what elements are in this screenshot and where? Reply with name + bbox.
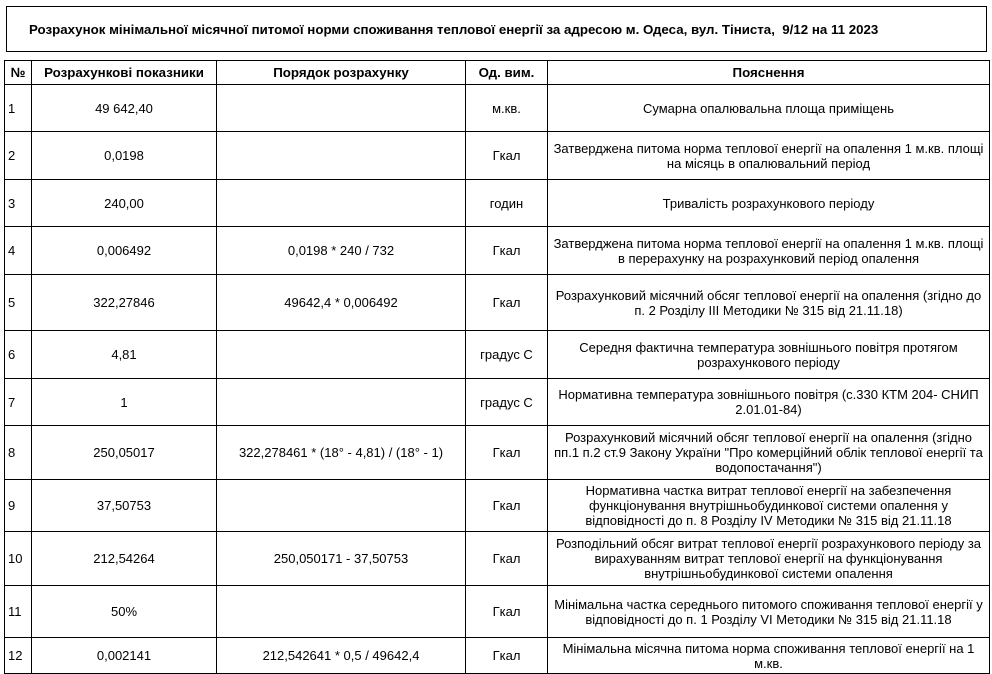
row-unit: Гкал xyxy=(466,132,548,180)
row-number: 7 xyxy=(5,379,32,426)
row-value: 0,006492 xyxy=(32,227,217,275)
row-explanation: Мінімальна частка середнього питомого споживання теплової енергії у відповідності до п. 1 Розділу VI Методики № 315 від 21.11.18 xyxy=(548,586,990,638)
row-value: 212,54264 xyxy=(32,532,217,586)
header-unit: Од. вим. xyxy=(466,61,548,85)
table-row xyxy=(5,532,990,586)
row-value: 322,27846 xyxy=(32,275,217,331)
row-explanation: Розподільний обсяг витрат теплової енергії розрахункового періоду за вирахуванням витрат теплової енергії на функціонування внутрішньобудинкової системи опалення xyxy=(548,532,990,586)
table-row xyxy=(5,132,990,180)
row-unit: Гкал xyxy=(466,480,548,532)
table-header-row xyxy=(5,61,990,85)
row-unit: Гкал xyxy=(466,638,548,674)
row-calc xyxy=(217,586,466,638)
row-number: 11 xyxy=(5,586,32,638)
row-value: 0,0198 xyxy=(32,132,217,180)
row-calc: 322,278461 * (18° - 4,81) / (18° - 1) xyxy=(217,426,466,480)
row-value: 49 642,40 xyxy=(32,85,217,132)
table-row xyxy=(5,426,990,480)
row-explanation: Нормативна температура зовнішнього повітря (с.330 КТМ 204- СНИП 2.01.01-84) xyxy=(548,379,990,426)
row-number: 10 xyxy=(5,532,32,586)
row-unit: Гкал xyxy=(466,227,548,275)
row-explanation: Мінімальна місячна питома норма споживання теплової енергії на 1 м.кв. xyxy=(548,638,990,674)
row-explanation: Середня фактична температура зовнішнього повітря протягом розрахункового періоду xyxy=(548,331,990,379)
row-number: 8 xyxy=(5,426,32,480)
row-calc xyxy=(217,379,466,426)
row-number: 1 xyxy=(5,85,32,132)
row-calc xyxy=(217,85,466,132)
row-unit: градус С xyxy=(466,379,548,426)
table-row xyxy=(5,638,990,674)
row-number: 6 xyxy=(5,331,32,379)
row-calc xyxy=(217,132,466,180)
table-row xyxy=(5,275,990,331)
table-row xyxy=(5,227,990,275)
row-number: 3 xyxy=(5,180,32,227)
row-number: 12 xyxy=(5,638,32,674)
row-explanation: Тривалість розрахункового періоду xyxy=(548,180,990,227)
table-row xyxy=(5,331,990,379)
row-explanation: Розрахунковий місячний обсяг теплової енергії на опалення (згідно пп.1 п.2 ст.9 Закону України "Про комерційний облік теплової енергії та водопостачання") xyxy=(548,426,990,480)
table-row xyxy=(5,379,990,426)
header-indicators: Розрахункові показники xyxy=(32,61,217,85)
row-value: 50% xyxy=(32,586,217,638)
table-row xyxy=(5,180,990,227)
row-number: 2 xyxy=(5,132,32,180)
calculation-table xyxy=(4,60,990,674)
row-calc xyxy=(217,331,466,379)
row-value: 0,002141 xyxy=(32,638,217,674)
row-explanation: Нормативна частка витрат теплової енергії на забезпечення функціонування внутрішньобудинкової системи опалення у відповідності до п. 8 Розділу IV Методики № 315 від 21.11.18 xyxy=(548,480,990,532)
row-value: 240,00 xyxy=(32,180,217,227)
row-value: 250,05017 xyxy=(32,426,217,480)
document-title: Розрахунок мінімальної місячної питомої норми споживання теплової енергії за адресою м. Одеса, вул. Тіниста, 9/12 на 11 2023 xyxy=(6,6,987,52)
row-unit: Гкал xyxy=(466,426,548,480)
table-row xyxy=(5,586,990,638)
row-unit: градус С xyxy=(466,331,548,379)
row-number: 5 xyxy=(5,275,32,331)
header-procedure: Порядок розрахунку xyxy=(217,61,466,85)
header-explanation: Пояснення xyxy=(548,61,990,85)
row-unit: годин xyxy=(466,180,548,227)
row-unit: Гкал xyxy=(466,586,548,638)
row-value: 4,81 xyxy=(32,331,217,379)
row-value: 1 xyxy=(32,379,217,426)
row-unit: Гкал xyxy=(466,532,548,586)
table-row xyxy=(5,480,990,532)
row-value: 37,50753 xyxy=(32,480,217,532)
row-calc: 250,050171 - 37,50753 xyxy=(217,532,466,586)
header-num: № xyxy=(5,61,32,85)
row-explanation: Затверджена питома норма теплової енергії на опалення 1 м.кв. площі на місяць в опалювальний період xyxy=(548,132,990,180)
row-unit: м.кв. xyxy=(466,85,548,132)
row-calc: 212,542641 * 0,5 / 49642,4 xyxy=(217,638,466,674)
row-explanation: Затверджена питома норма теплової енергії на опалення 1 м.кв. площі в перерахунку на розрахунковий період опалення xyxy=(548,227,990,275)
row-calc: 0,0198 * 240 / 732 xyxy=(217,227,466,275)
row-calc xyxy=(217,480,466,532)
row-calc: 49642,4 * 0,006492 xyxy=(217,275,466,331)
row-unit: Гкал xyxy=(466,275,548,331)
row-explanation: Розрахунковий місячний обсяг теплової енергії на опалення (згідно до п. 2 Розділу ІІІ Методики № 315 від 21.11.18) xyxy=(548,275,990,331)
row-number: 9 xyxy=(5,480,32,532)
table-row xyxy=(5,85,990,132)
row-calc xyxy=(217,180,466,227)
row-number: 4 xyxy=(5,227,32,275)
row-explanation: Сумарна опалювальна площа приміщень xyxy=(548,85,990,132)
